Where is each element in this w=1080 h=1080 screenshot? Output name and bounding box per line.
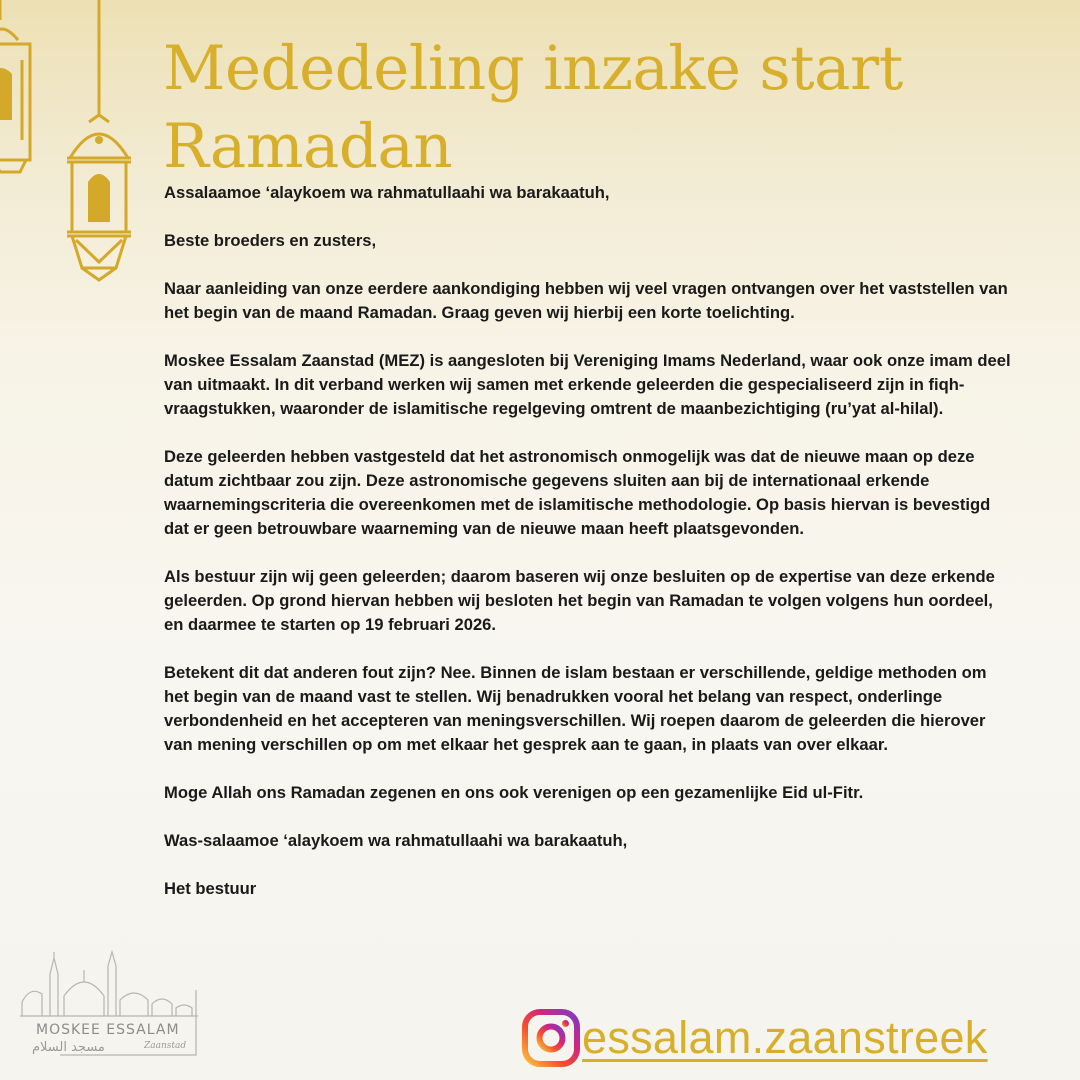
- instagram-link[interactable]: [522, 1007, 988, 1069]
- salutation-paragraph: Beste broeders en zusters,: [164, 231, 377, 250]
- lantern-right-icon: [62, 0, 136, 285]
- affiliation-paragraph: Moskee Essalam Zaanstad (MEZ) is aangesloten bij Vereniging Imams Nederland, waar ook onze imam deel van uitmaakt. In dit verband werken wij samen met erkende geleerden die gespecialiseerd zijn in fiqh-vraagstukken, waaronder de islamitische regelgeving omtrent de maanbezichtiging (ru’yat al-hilal).: [164, 351, 1011, 418]
- logo-city: Zaanstad: [144, 1041, 187, 1051]
- astronomy-paragraph: Deze geleerden hebben vastgesteld dat het astronomisch onmogelijk was dat de nieuwe maan op deze datum zichtbaar zou zijn. Deze astronomische gegevens sluiten aan bij de internationaal erkende waarnemingscriteria die overeenkomen met de islamitische methodologie. Op basis hiervan is bevestigd dat er geen betrouwbare waarneming van de nieuwe maan heeft plaatsgevonden.: [164, 447, 991, 538]
- announcement-body: [164, 181, 1014, 901]
- page-title: Mededeling inzake start Ramadan: [163, 33, 903, 182]
- signature: Het bestuur: [164, 879, 257, 898]
- logo-name: MOSKEE ESSALAM: [36, 1022, 180, 1038]
- logo-arabic-name: مسجد السلام: [32, 1040, 105, 1055]
- lantern-left-icon: [0, 0, 50, 180]
- instagram-handle[interactable]: essalam.zaanstreek: [582, 1012, 988, 1063]
- decision-paragraph: Als bestuur zijn wij geen geleerden; daarom baseren wij onze besluiten op de expertise van deze erkende geleerden. Op grond hiervan hebben wij besloten het begin van Ramadan te volgen volgens hun oordeel, en daarmee te starten op 19 februari 2026.: [164, 567, 995, 634]
- instagram-icon[interactable]: [522, 1009, 580, 1067]
- closing-greeting-paragraph: Was-salaamoe ‘alaykoem wa rahmatullaahi wa barakaatuh,: [164, 831, 628, 850]
- intro-paragraph: Naar aanleiding van onze eerdere aankondiging hebben wij veel vragen ontvangen over het vaststellen van het begin van de maand Ramadan. Graag geven wij hierbij een korte toelichting.: [164, 279, 1008, 322]
- respect-paragraph: Betekent dit dat anderen fout zijn? Nee. Binnen de islam bestaan er verschillende, geldige methoden om het begin van de maand vast te stellen. Wij benadrukken vooral het belang van respect, onderlinge verbondenheid en het accepteren van meningsverschillen. Wij roepen daarom de geleerden die hierover van mening verschillen op om met elkaar het gesprek aan te gaan, in plaats van over elkaar.: [164, 663, 987, 754]
- mosque-logo: [20, 950, 200, 1065]
- prayer-paragraph: Moge Allah ons Ramadan zegenen en ons ook verenigen op een gezamenlijke Eid ul-Fitr.: [164, 783, 864, 802]
- greeting-paragraph: Assalaamoe ‘alaykoem wa rahmatullaahi wa barakaatuh,: [164, 183, 610, 202]
